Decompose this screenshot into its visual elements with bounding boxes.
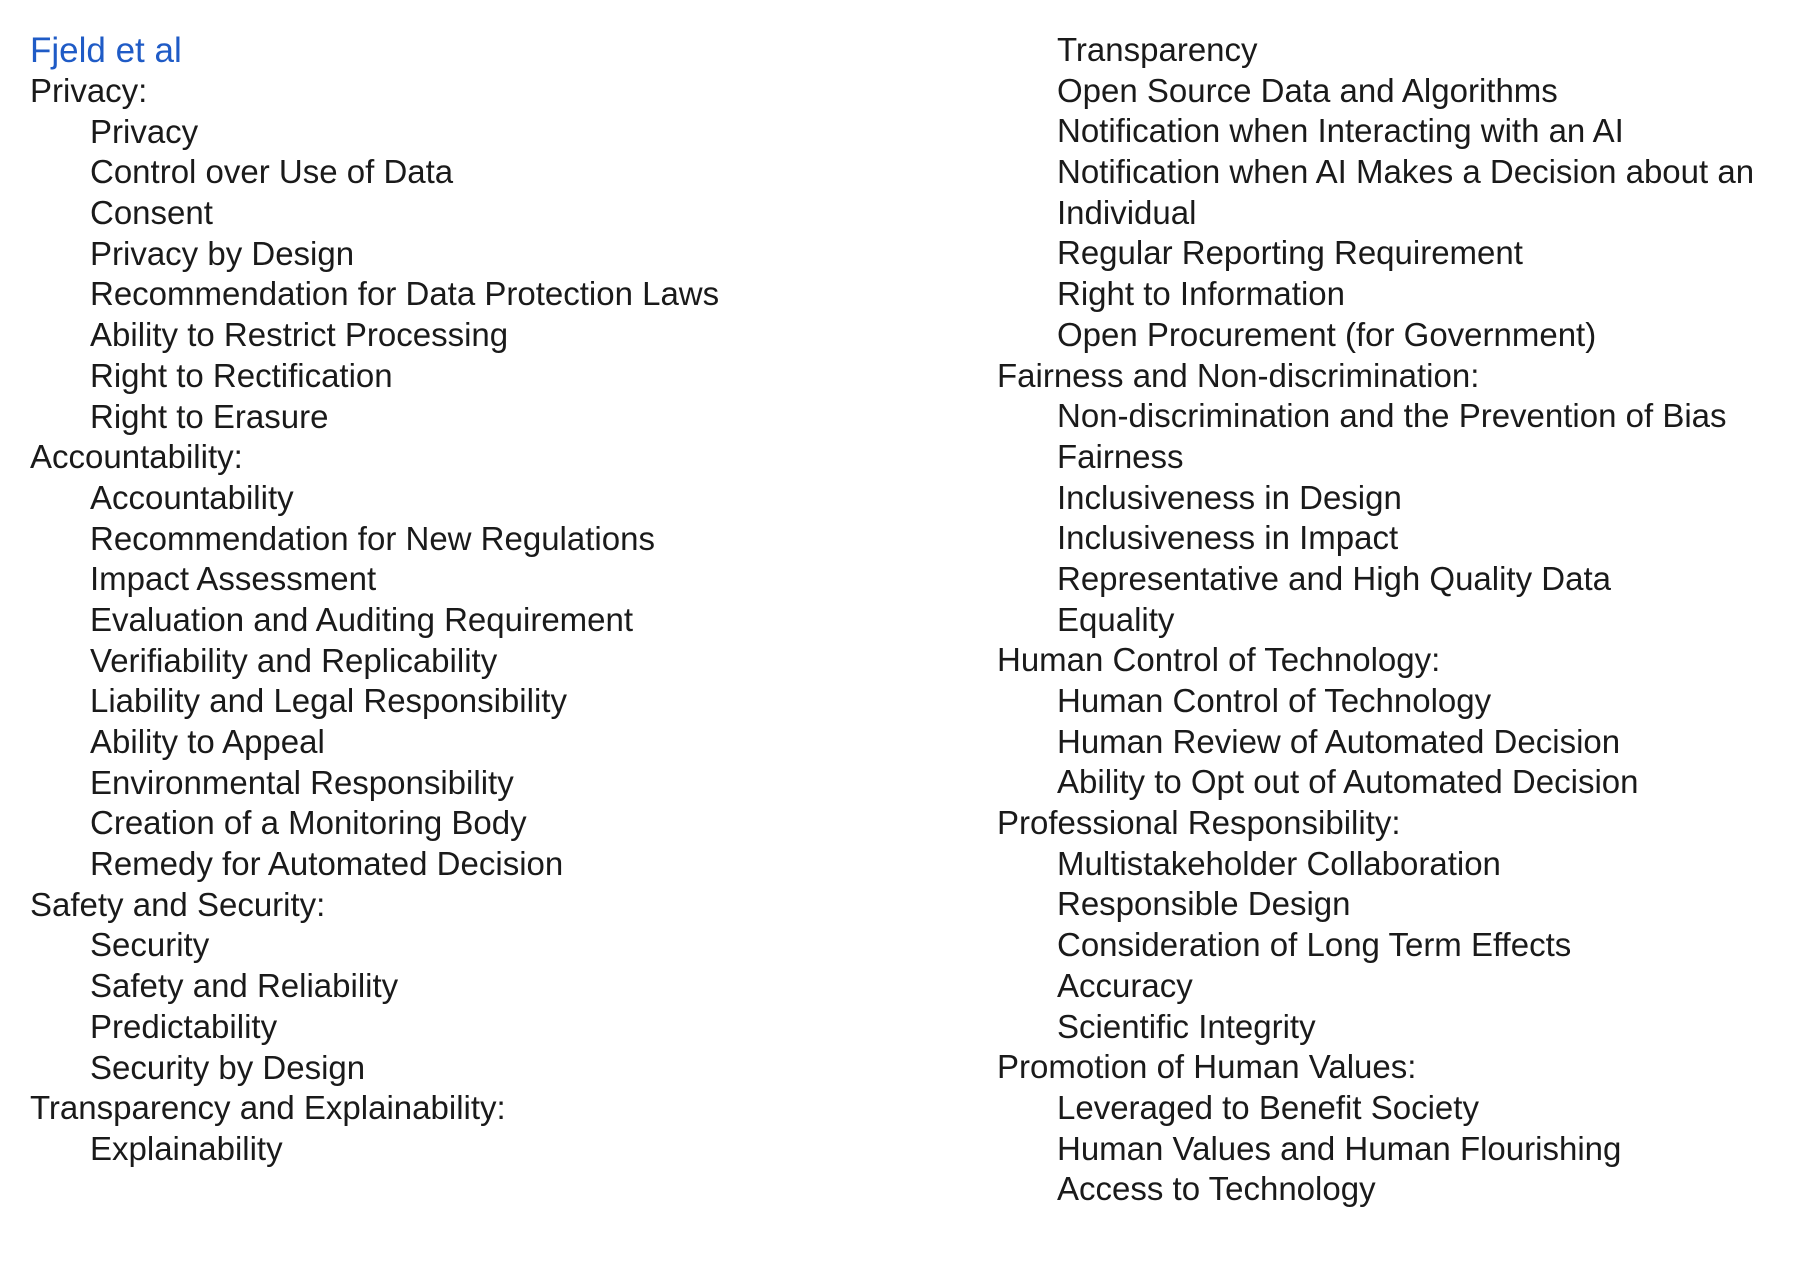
principle-item: Accountability	[90, 478, 294, 516]
principle-item: Representative and High Quality Data	[1057, 559, 1611, 597]
principle-item: Scientific Integrity	[1057, 1007, 1316, 1045]
category-heading: Accountability:	[30, 438, 243, 476]
category-heading: Human Control of Technology:	[997, 641, 1441, 679]
category-heading: Professional Responsibility:	[997, 804, 1401, 842]
principle-item: Responsible Design	[1057, 885, 1351, 923]
principle-item: Regular Reporting Requirement	[1057, 234, 1523, 272]
left-list	[30, 71, 990, 1170]
category-heading: Safety and Security:	[30, 885, 326, 923]
principle-item: Inclusiveness in Design	[1057, 478, 1402, 516]
principle-item: Access to Technology	[1057, 1170, 1376, 1208]
principle-item: Human Review of Automated Decision	[1057, 722, 1621, 760]
document-title: Fjeld et al	[30, 31, 182, 70]
principle-item: Control over Use of Data	[90, 153, 454, 191]
principle-item: Consideration of Long Term Effects	[1057, 926, 1572, 964]
principle-item: Security	[90, 926, 210, 964]
principle-item: Notification when Interacting with an AI	[1057, 112, 1624, 150]
principle-item: Impact Assessment	[90, 560, 377, 598]
principle-item: Right to Information	[1057, 275, 1345, 313]
category-heading: Fairness and Non-discrimination:	[997, 356, 1480, 394]
principle-item: Human Values and Human Flourishing	[1057, 1129, 1622, 1167]
principle-item: Ability to Opt out of Automated Decision	[1057, 763, 1639, 801]
principle-item: Privacy	[90, 112, 199, 150]
category-heading: Privacy:	[30, 72, 148, 109]
principle-item: Safety and Reliability	[90, 967, 399, 1005]
principle-item: Right to Rectification	[90, 356, 393, 394]
principle-item: Right to Erasure	[90, 397, 329, 435]
principle-item: Fairness	[1057, 437, 1184, 475]
principle-item: Privacy by Design	[90, 234, 355, 272]
principle-item: Evaluation and Auditing Requirement	[90, 600, 634, 638]
principle-item: Predictability	[90, 1007, 278, 1045]
principle-item: Inclusiveness in Impact	[1057, 519, 1399, 557]
principle-item: Verifiability and Replicability	[90, 641, 498, 679]
principle-item: Environmental Responsibility	[90, 763, 514, 801]
principle-item: Individual	[1057, 193, 1197, 231]
principle-item: Multistakeholder Collaboration	[1057, 844, 1501, 882]
principle-item: Ability to Appeal	[90, 723, 325, 760]
principle-item: Equality	[1057, 600, 1175, 638]
principle-item: Accuracy	[1057, 966, 1193, 1004]
principle-item: Security by Design	[90, 1048, 366, 1086]
principle-item: Recommendation for New Regulations	[90, 519, 655, 557]
principle-item: Remedy for Automated Decision	[90, 845, 564, 883]
principle-item: Explainability	[90, 1129, 283, 1167]
principle-item: Transparency	[1057, 31, 1258, 68]
principle-item: Creation of a Monitoring Body	[90, 804, 527, 842]
principle-item: Notification when AI Makes a Decision about an	[1057, 153, 1755, 191]
principle-item: Liability and Legal Responsibility	[90, 682, 567, 720]
principle-item: Recommendation for Data Protection Laws	[90, 275, 720, 313]
principle-item: Ability to Restrict Processing	[90, 316, 509, 354]
left-column	[30, 30, 990, 1170]
principle-item: Open Procurement (for Government)	[1057, 315, 1597, 353]
principle-item: Non-discrimination and the Prevention of Bias	[1057, 397, 1727, 435]
principle-item: Leveraged to Benefit Society	[1057, 1088, 1479, 1126]
principle-item: Open Source Data and Algorithms	[1057, 71, 1558, 109]
category-heading: Promotion of Human Values:	[997, 1048, 1417, 1086]
right-list	[997, 30, 1797, 1210]
principle-item: Consent	[90, 194, 213, 232]
principle-item: Human Control of Technology	[1057, 682, 1492, 719]
right-column	[997, 30, 1797, 1210]
category-heading: Transparency and Explainability:	[30, 1089, 506, 1127]
